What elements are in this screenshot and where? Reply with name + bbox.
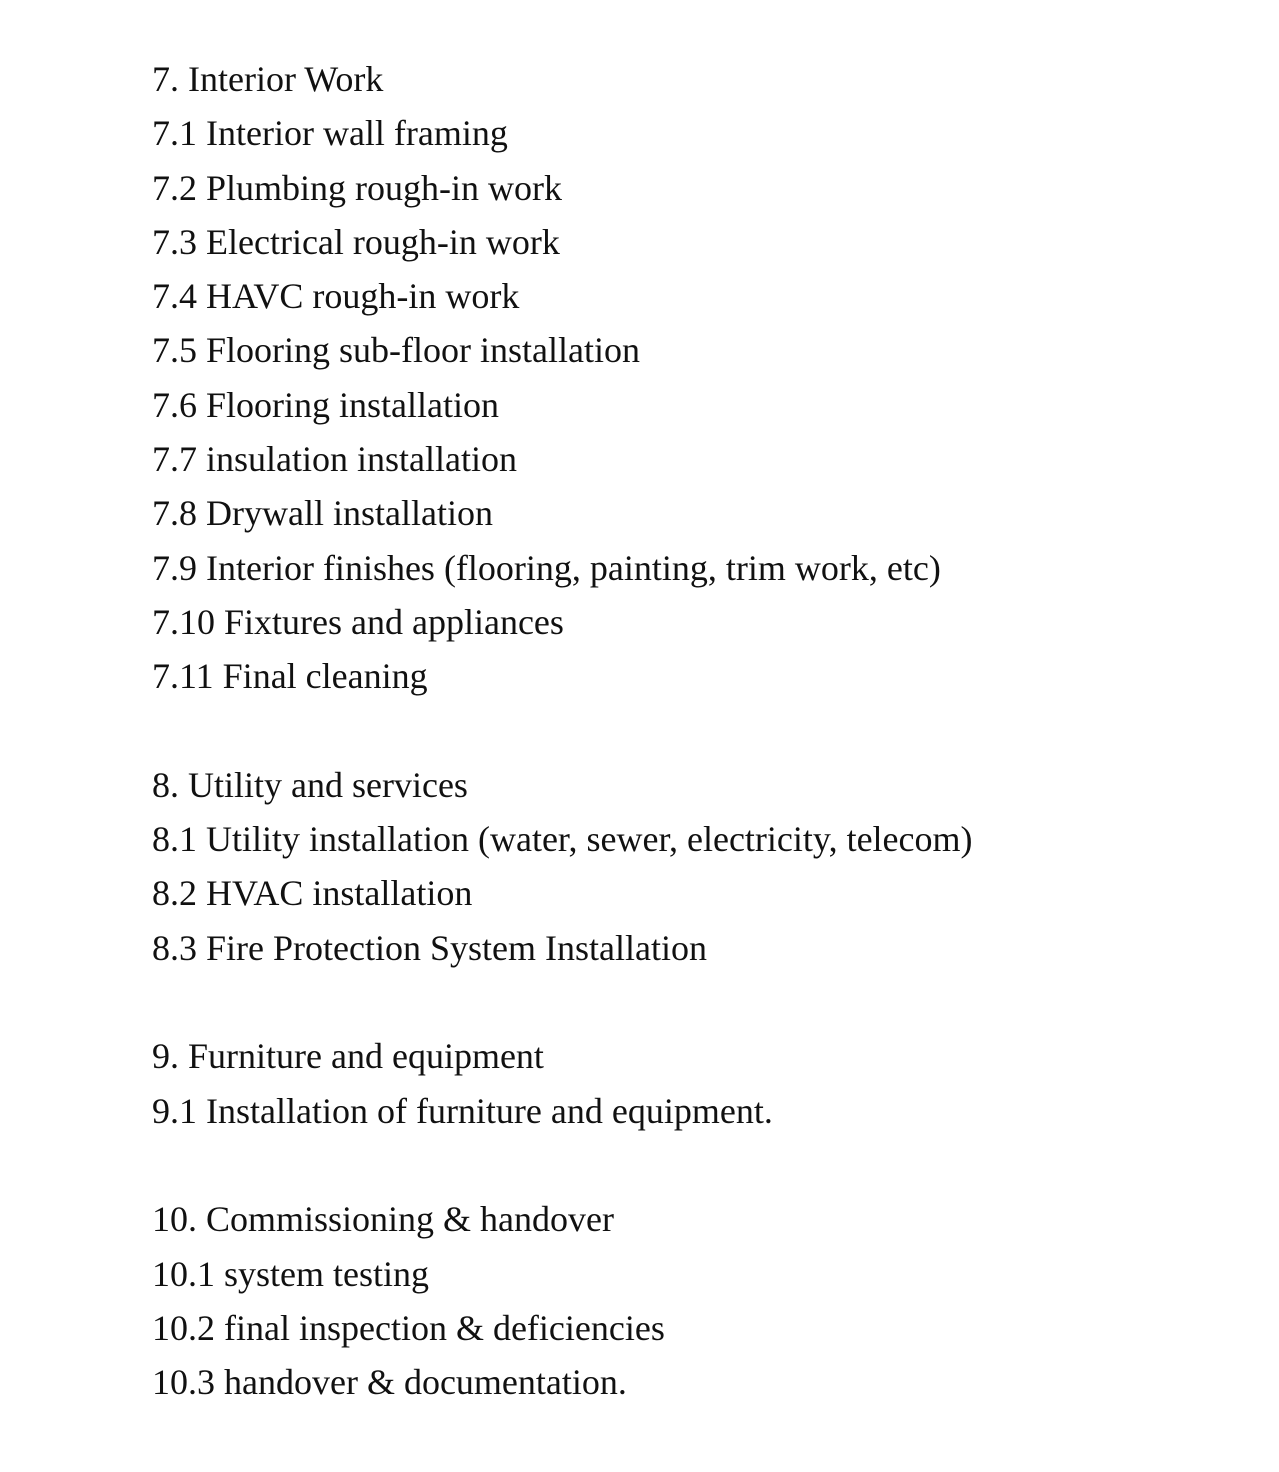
list-item: 7.6 Flooring installation [152,384,499,425]
list-item: 7.8 Drywall installation [152,493,493,534]
list-item: 9.1 Installation of furniture and equipment. [152,1090,773,1131]
list-item: 7.4 HAVC rough-in work [152,276,520,317]
section-furniture-and-equipment [152,1029,1252,1138]
list-item: 7.10 Fixtures and appliances [152,601,564,642]
list-item: 7.1 Interior wall framing [152,113,508,154]
list-item: 8.2 HVAC installation [152,873,473,914]
list-item: 7.9 Interior finishes (flooring, painting, trim work, etc) [152,547,941,588]
list-item: 8.1 Utility installation (water, sewer, electricity, telecom) [152,819,973,860]
section-heading: 10. Commissioning & handover [152,1199,614,1240]
section-heading: 7. Interior Work [152,59,384,99]
list-item: 10.1 system testing [152,1253,429,1294]
section-spacer [152,1138,1252,1192]
section-utility-and-services [152,758,1252,975]
list-item: 7.7 insulation installation [152,439,517,480]
list-item: 7.5 Flooring sub-floor installation [152,330,640,371]
list-item: 10.2 final inspection & deficiencies [152,1307,665,1348]
section-interior-work [152,52,1252,704]
list-item: 7.11 Final cleaning [152,656,428,697]
document-body [152,52,1252,1409]
section-spacer [152,704,1252,758]
list-item: 7.2 Plumbing rough-in work [152,167,562,208]
section-spacer [152,975,1252,1029]
list-item: 8.3 Fire Protection System Installation [152,927,707,968]
section-commissioning-and-handover [152,1192,1252,1409]
section-heading: 9. Furniture and equipment [152,1036,544,1077]
list-item: 7.3 Electrical rough-in work [152,221,560,262]
section-heading: 8. Utility and services [152,764,468,805]
list-item: 10.3 handover & documentation. [152,1362,627,1403]
